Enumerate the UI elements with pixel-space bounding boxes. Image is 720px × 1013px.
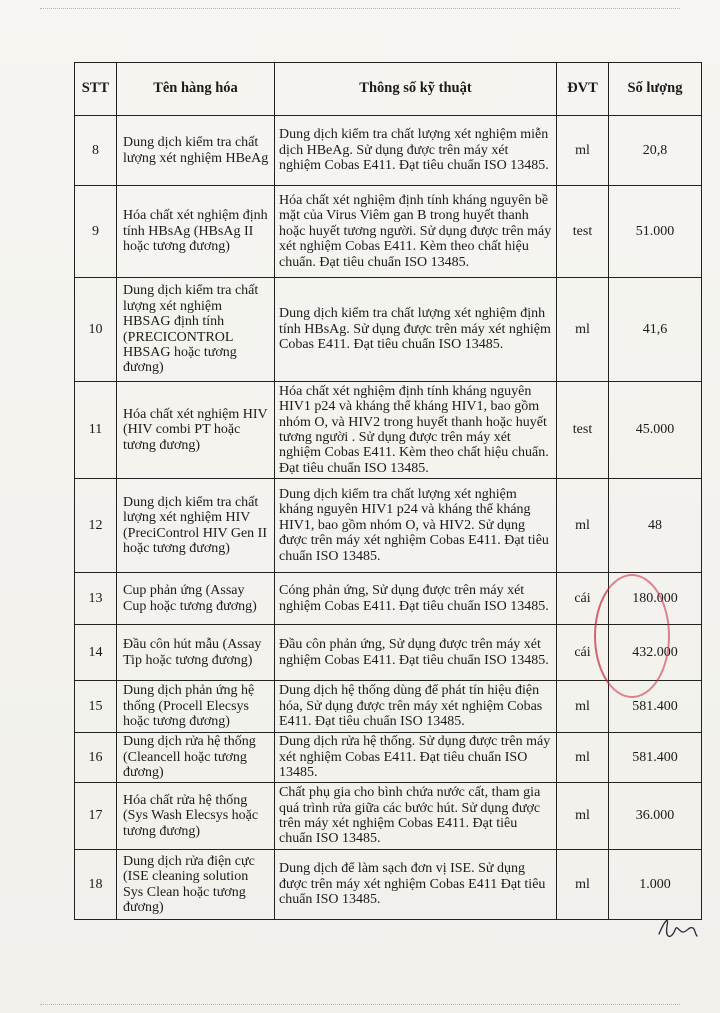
row-stt: 14: [75, 625, 117, 681]
table-row: [75, 681, 702, 733]
header-stt: STT: [75, 63, 117, 116]
header-qty: Số lượng: [609, 63, 702, 116]
row-name: Hóa chất xét nghiệm định tính HBsAg (HBsAg II hoặc tương đương): [117, 186, 275, 278]
table-row: [75, 733, 702, 783]
row-spec: Dung dịch kiểm tra chất lượng xét nghiệm định tính HBsAg. Sử dụng được trên máy xét nghiệm Cobas E411. Đạt tiêu chuẩn ISO 13485.: [275, 278, 557, 382]
row-qty: 1.000: [609, 850, 702, 920]
row-unit: ml: [557, 733, 609, 783]
row-name: Dung dịch kiểm tra chất lượng xét nghiệm HBSAG định tính (PRECICONTROL HBSAG hoặc tương đương): [117, 278, 275, 382]
row-spec: Cóng phản ứng, Sử dụng được trên máy xét nghiệm Cobas E411. Đạt tiêu chuẩn ISO 13485.: [275, 573, 557, 625]
table-row: [75, 850, 702, 920]
row-unit: ml: [557, 783, 609, 850]
row-qty: 581.400: [609, 681, 702, 733]
row-spec: Đầu côn phản ứng, Sử dụng được trên máy xét nghiệm Cobas E411. Đạt tiêu chuẩn ISO 13485.: [275, 625, 557, 681]
row-name: Dung dịch rửa hệ thống (Cleancell hoặc tương đương): [117, 733, 275, 783]
row-name: Dung dịch kiểm tra chất lượng xét nghiệm HIV (PreciControl HIV Gen II hoặc tương đương): [117, 479, 275, 573]
row-stt: 16: [75, 733, 117, 783]
row-spec: Hóa chất xét nghiệm định tính kháng nguyên HIV1 p24 và kháng thể kháng HIV1, bao gồm nhóm O, và HIV2 trong huyết thanh hoặc huyết tương người . Sử dụng được trên máy xét nghiệm Cobas E411. Kèm theo chất hiệu chuẩn. Đạt tiêu chuẩn ISO 13485.: [275, 382, 557, 479]
row-qty: 45.000: [609, 382, 702, 479]
row-unit: test: [557, 186, 609, 278]
row-qty: 180.000: [609, 573, 702, 625]
row-spec: Dung dịch để làm sạch đơn vị ISE. Sử dụng được trên máy xét nghiệm Cobas E411 Đạt tiêu chuẩn ISO 13485.: [275, 850, 557, 920]
row-unit: ml: [557, 850, 609, 920]
table-row: [75, 783, 702, 850]
table-row: [75, 278, 702, 382]
row-stt: 11: [75, 382, 117, 479]
row-unit: cái: [557, 625, 609, 681]
row-unit: ml: [557, 479, 609, 573]
row-unit: cái: [557, 573, 609, 625]
row-qty: 48: [609, 479, 702, 573]
row-qty: 51.000: [609, 186, 702, 278]
row-stt: 9: [75, 186, 117, 278]
row-spec: Chất phụ gia cho bình chứa nước cất, tham gia quá trình rửa giữa các bước hút. Sử dụng được trên máy xét nghiệm Cobas E411. Đạt tiêu chuẩn ISO 13485.: [275, 783, 557, 850]
row-spec: Dung dịch hệ thống dùng để phát tín hiệu điện hóa, Sử dụng được trên máy xét nghiệm Cobas E411. Đạt tiêu chuẩn ISO 13485.: [275, 681, 557, 733]
row-qty: 20,8: [609, 116, 702, 186]
row-stt: 10: [75, 278, 117, 382]
row-name: Hóa chất rửa hệ thống (Sys Wash Elecsys hoặc tương đương): [117, 783, 275, 850]
row-unit: ml: [557, 278, 609, 382]
row-name: Hóa chất xét nghiệm HIV (HIV combi PT hoặc tương đương): [117, 382, 275, 479]
table-row: [75, 116, 702, 186]
row-unit: test: [557, 382, 609, 479]
table-row: [75, 573, 702, 625]
bottom-border-dots: [40, 1004, 680, 1005]
row-qty: 432.000: [609, 625, 702, 681]
table-row: [75, 625, 702, 681]
row-spec: Hóa chất xét nghiệm định tính kháng nguyên bề mặt của Virus Viêm gan B trong huyết thanh hoặc huyết tương người. Sử dụng được trên máy xét nghiệm Cobas E411. Kèm theo chất hiệu chuẩn. Đạt tiêu chuẩn ISO 13485.: [275, 186, 557, 278]
top-border-dots: [40, 8, 680, 9]
row-qty: 41,6: [609, 278, 702, 382]
row-name: Đầu côn hút mẫu (Assay Tip hoặc tương đương): [117, 625, 275, 681]
goods-spec-table: [74, 62, 702, 920]
row-name: Dung dịch rửa điện cực (ISE cleaning solution Sys Clean hoặc tương đương): [117, 850, 275, 920]
row-name: Cup phản ứng (Assay Cup hoặc tương đương): [117, 573, 275, 625]
row-stt: 17: [75, 783, 117, 850]
row-spec: Dung dịch rửa hệ thống. Sử dụng được trên máy xét nghiệm Cobas E411. Đạt tiêu chuẩn ISO 13485.: [275, 733, 557, 783]
row-unit: ml: [557, 681, 609, 733]
row-stt: 15: [75, 681, 117, 733]
row-stt: 8: [75, 116, 117, 186]
row-qty: 581.400: [609, 733, 702, 783]
row-stt: 13: [75, 573, 117, 625]
header-spec: Thông số kỹ thuật: [275, 63, 557, 116]
row-unit: ml: [557, 116, 609, 186]
table-row: [75, 186, 702, 278]
row-stt: 12: [75, 479, 117, 573]
table-row: [75, 479, 702, 573]
row-stt: 18: [75, 850, 117, 920]
header-name: Tên hàng hóa: [117, 63, 275, 116]
row-name: Dung dịch kiểm tra chất lượng xét nghiệm HBeAg: [117, 116, 275, 186]
row-spec: Dung dịch kiểm tra chất lượng xét nghiệm kháng nguyên HIV1 p24 và kháng thể kháng HIV1, bao gồm nhóm O, và HIV2. Sử dụng được trên máy xét nghiệm Cobas E411. Đạt tiêu chuẩn ISO 13485.: [275, 479, 557, 573]
table-row: [75, 382, 702, 479]
row-qty: 36.000: [609, 783, 702, 850]
row-name: Dung dịch phản ứng hệ thống (Procell Elecsys hoặc tương đương): [117, 681, 275, 733]
row-spec: Dung dịch kiểm tra chất lượng xét nghiệm miễn dịch HBeAg. Sử dụng được trên máy xét nghiệm Cobas E411. Đạt tiêu chuẩn ISO 13485.: [275, 116, 557, 186]
header-unit: ĐVT: [557, 63, 609, 116]
table-header-row: [75, 63, 702, 116]
